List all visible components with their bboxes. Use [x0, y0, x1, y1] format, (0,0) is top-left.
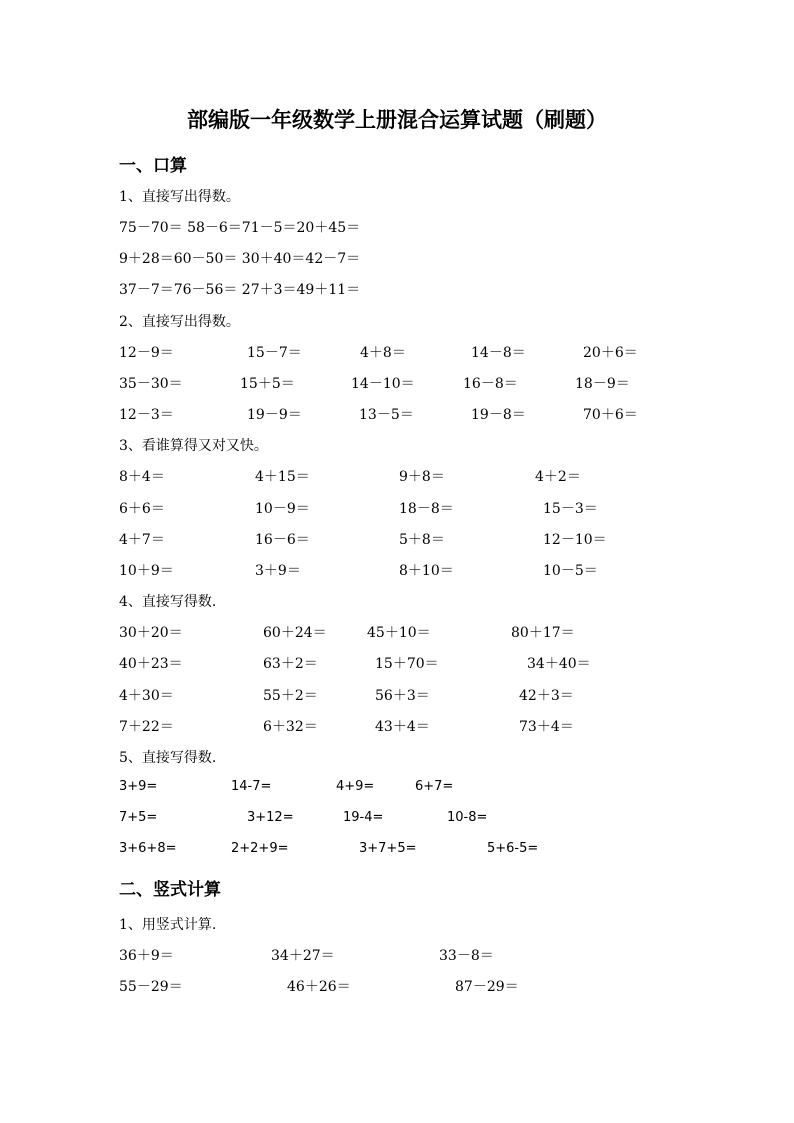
- problem: 43＋4＝: [375, 719, 430, 735]
- problem: 7+5=: [119, 810, 158, 825]
- problem: 8＋4＝: [119, 469, 165, 485]
- problem: 4+9=: [336, 779, 375, 794]
- problem: 55－29＝: [119, 979, 183, 995]
- problem: 42＋3＝: [519, 688, 574, 704]
- problem-row: 37－7＝76－56＝ 27＋3＝49＋11＝: [119, 282, 361, 298]
- problem: 3+9=: [119, 779, 158, 794]
- problem: 35－30＝: [119, 376, 183, 392]
- problem: 46＋26＝: [287, 979, 351, 995]
- problem: 18－8＝: [399, 501, 454, 517]
- problem: 60＋24＝: [263, 625, 327, 641]
- problem: 12－9＝: [119, 345, 174, 361]
- problem: 4＋7＝: [119, 532, 165, 548]
- question-label: 4、直接写得数.: [119, 594, 217, 610]
- problem: 4＋2＝: [535, 469, 581, 485]
- question-label: 1、直接写出得数。: [119, 189, 240, 205]
- problem: 45＋10＝: [367, 625, 431, 641]
- problem: 16－8＝: [463, 376, 518, 392]
- problem-row: 75－70＝ 58－6＝71－5＝20＋45＝: [119, 220, 361, 236]
- section-heading-vertical: 二、竖式计算: [119, 880, 221, 900]
- problem: 73＋4＝: [519, 719, 574, 735]
- problem: 80＋17＝: [511, 625, 575, 641]
- problem: 34＋40＝: [527, 656, 591, 672]
- problem: 19-4=: [343, 810, 384, 825]
- problem: 18－9＝: [575, 376, 630, 392]
- problem: 10－9＝: [255, 501, 310, 517]
- problem: 6+7=: [415, 779, 454, 794]
- problem: 3+7+5=: [359, 841, 417, 856]
- problem: 2+2+9=: [231, 841, 289, 856]
- question-label: 2、直接写出得数。: [119, 314, 240, 330]
- problem: 36＋9＝: [119, 948, 174, 964]
- problem: 87－29＝: [455, 979, 519, 995]
- problem: 5+6-5=: [487, 841, 539, 856]
- question-label: 3、看谁算得又对又快。: [119, 438, 268, 454]
- problem: 3＋9＝: [255, 563, 301, 579]
- problem: 56＋3＝: [375, 688, 430, 704]
- problem: 34＋27＝: [271, 948, 335, 964]
- problem: 10＋9＝: [119, 563, 174, 579]
- page-title: 部编版一年级数学上册混合运算试题（刷题）: [187, 107, 607, 132]
- problem: 30＋20＝: [119, 625, 183, 641]
- problem: 3+6+8=: [119, 841, 177, 856]
- problem: 4＋15＝: [255, 469, 310, 485]
- problem: 70＋6＝: [583, 407, 638, 423]
- problem: 10-8=: [447, 810, 488, 825]
- problem: 9＋8＝: [399, 469, 445, 485]
- problem: 4＋30＝: [119, 688, 174, 704]
- problem: 8＋10＝: [399, 563, 454, 579]
- section-heading-oral: 一、口算: [119, 156, 187, 176]
- problem: 40＋23＝: [119, 656, 183, 672]
- problem: 3+12=: [247, 810, 294, 825]
- problem: 14－10＝: [351, 376, 415, 392]
- problem: 33－8＝: [439, 948, 494, 964]
- problem: 15＋5＝: [240, 376, 295, 392]
- problem: 63＋2＝: [263, 656, 318, 672]
- problem: 20＋6＝: [583, 345, 638, 361]
- problem: 55＋2＝: [263, 688, 318, 704]
- problem: 15＋70＝: [375, 656, 439, 672]
- problem: 14－8＝: [471, 345, 526, 361]
- problem: 7＋22＝: [119, 719, 174, 735]
- problem: 12－3＝: [119, 407, 174, 423]
- problem: 13－5＝: [359, 407, 414, 423]
- problem: 19－8＝: [471, 407, 526, 423]
- problem: 5＋8＝: [399, 532, 445, 548]
- problem-row: 9＋28＝60－50＝ 30＋40＝42－7＝: [119, 251, 361, 267]
- question-label: 5、直接写得数.: [119, 750, 217, 766]
- problem: 19－9＝: [247, 407, 302, 423]
- problem: 16－6＝: [255, 532, 310, 548]
- problem: 6＋6＝: [119, 501, 165, 517]
- problem: 12－10＝: [543, 532, 607, 548]
- problem: 4＋8＝: [360, 345, 406, 361]
- problem: 15－7＝: [247, 345, 302, 361]
- question-label: 1、用竖式计算.: [119, 917, 217, 933]
- problem: 15－3＝: [543, 501, 598, 517]
- problem: 10－5＝: [543, 563, 598, 579]
- problem: 14-7=: [231, 779, 272, 794]
- problem: 6＋32＝: [263, 719, 318, 735]
